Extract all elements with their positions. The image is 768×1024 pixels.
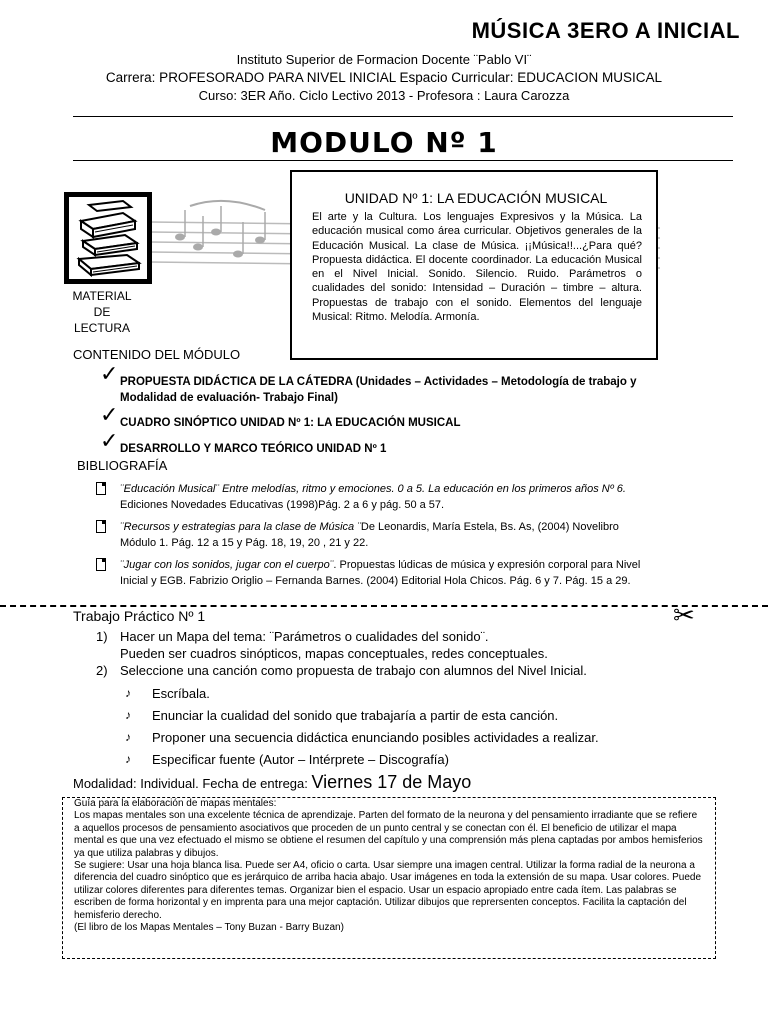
due-date: Viernes 17 de Mayo (311, 772, 472, 792)
unit-description: El arte y la Cultura. Los lenguajes Expresivos y la Música. La educación musical como área curricular. Objetivos generales de la Educación Musical. La clase de Música. ¡¡Música!!...¿Para qué? Propuesta didáctica. El docente coordinador. La educación Musical en el Nivel Inicial. Sonido. Silencio. Ruido. Parámetros o cualidades del sonido: Intensidad – Duración – timbre – altura. Propuestas de trabajo con el sonido. Elementos del lenguaje Musical: Ritmo. Melodía. Armonía. (312, 211, 642, 324)
document-icon (96, 520, 106, 533)
document-icon (96, 558, 106, 571)
contenido-item: ✓ DESARROLLO Y MARCO TEÓRICO UNIDAD Nº 1 (100, 428, 387, 455)
task-number: 1) (96, 629, 108, 644)
music-note-icon: ♪ (125, 752, 131, 766)
unit-title: UNIDAD Nº 1: LA EDUCACIÓN MUSICAL (344, 190, 608, 206)
scissors-icon: ✂ (673, 600, 695, 630)
modalidad-line: Modalidad: Individual. Fecha de entrega: Viernes 17 de Mayo (73, 772, 472, 792)
guide-text: Guía para la elaboración de mapas mentales: Los mapas mentales son una excelente técnica de aprendizaje. Parten del formato de la neurona y del pensamiento irradiante que se refiere a aquellos procesos de pensamiento asociativos que proceden de un punto central y se conectan con él. El beneficio de utilizar el mapa mental es que una vez efectuado el mismo se obtiene el resumen del capítulo y una comprensión más plena captadas por ambos hemisferios ya que utiliza palabras y dibujos. Se sugiere: Usar una hoja blanca lisa. Puede ser A4, oficio o carta. Usar siempre una imagen central. Utilizar la forma radial de la neurona a diferencia del cuadro sinóptico que es jerárquico de arriba hacia abajo. Usar imágenes en toda la extensión de su mapa. Usar colores. Puede utilizar colores diferentes para diferentes temas. Organizar bien el espacio. Usar un espacio apropiado entre cada ítem. Las palabras se escriben de forma horizontal y en imprenta para una mejor captación. Utilizar dibujos que reprersenten conceptos. Facilita la captación del hemisferio derecho. (El libro de los Mapas Mentales – Tony Buzan - Barry Buzan) (74, 798, 703, 934)
music-note-icon: ♪ (125, 686, 131, 700)
course-line: Curso: 3ER Año. Ciclo Lectivo 2013 - Profesora : Laura Carozza (198, 88, 570, 103)
document-title: MÚSICA 3ERO A INICIAL (471, 18, 740, 43)
contenido-item: ✓ CUADRO SINÓPTICO UNIDAD Nº 1: LA EDUCACIÓN MUSICAL (100, 402, 461, 429)
bibliography-item: ¨Jugar con los sonidos, jugar con el cuerpo¨. Propuestas lúdicas de música y expresión corporal para Nivel Inicial y EGB. Fabrizio Origlio – Fernanda Barnes. (2004) Editorial Hola Chicos. Pág. 6 y 7. Pág. 15 a 29. (96, 558, 656, 589)
music-note-icon: ♪ (125, 708, 131, 722)
cut-line (0, 605, 768, 607)
task-text: Hacer un Mapa del tema: ¨Parámetros o cualidades del sonido¨. Pueden ser cuadros sinópticos, mapas conceptuales, redes conceptuales. (120, 629, 548, 661)
subtask-item: ♪ Escríbala. (125, 686, 210, 701)
divider-bottom (73, 160, 733, 161)
unit-box (290, 170, 658, 360)
checkmark-icon: ✓ (100, 428, 119, 453)
bibliography-item: ¨Educación Musical¨ Entre melodías, ritmo y emociones. 0 a 5. La educación en los primeros años Nº 6. Ediciones Novedades Educativas (1998)Pág. 2 a 6 y pág. 50 a 57. (96, 482, 656, 513)
bibliography-item: ¨Recursos y estrategias para la clase de Música ¨De Leonardis, María Estela, Bs. As, (2004) Novelibro Módulo 1. Pág. 12 a 15 y Pág. 18, 19, 20 , 21 y 22. (96, 520, 656, 551)
career-line: Carrera: PROFESORADO PARA NIVEL INICIAL Espacio Curricular: EDUCACION MUSICAL (105, 70, 663, 85)
divider-top (73, 116, 733, 117)
subtask-item: ♪ Especificar fuente (Autor – Intérprete – Discografía) (125, 752, 449, 767)
material-label: MATERIAL DE LECTURA (72, 289, 132, 335)
institute-line: Instituto Superior de Formacion Docente ¨Pablo VI¨ (236, 52, 532, 67)
checkmark-icon: ✓ (100, 361, 119, 386)
contenido-heading: CONTENIDO DEL MÓDULO (73, 347, 241, 362)
task-text: Seleccione una canción como propuesta de trabajo con alumnos del Nivel Inicial. (120, 663, 587, 678)
document-icon (96, 482, 106, 495)
trabajo-practico-title: Trabajo Práctico Nº 1 (73, 608, 206, 624)
music-note-icon: ♪ (125, 730, 131, 744)
books-icon (64, 192, 152, 284)
subtask-item: ♪ Enunciar la cualidad del sonido que trabajaría a partir de esta canción. (125, 708, 559, 723)
task-number: 2) (96, 663, 108, 678)
bibliografia-heading: BIBLIOGRAFÍA (77, 458, 168, 473)
checkmark-icon: ✓ (100, 402, 119, 427)
module-title: MODULO Nº 1 (270, 126, 498, 159)
subtask-item: ♪ Proponer una secuencia didáctica enunciando posibles actividades a realizar. (125, 730, 599, 745)
contenido-item: ✓ PROPUESTA DIDÁCTICA DE LA CÁTEDRA (Unidades – Actividades – Metodología de trabajo y Modalidad de evaluación- Trabajo Final) (100, 361, 637, 404)
